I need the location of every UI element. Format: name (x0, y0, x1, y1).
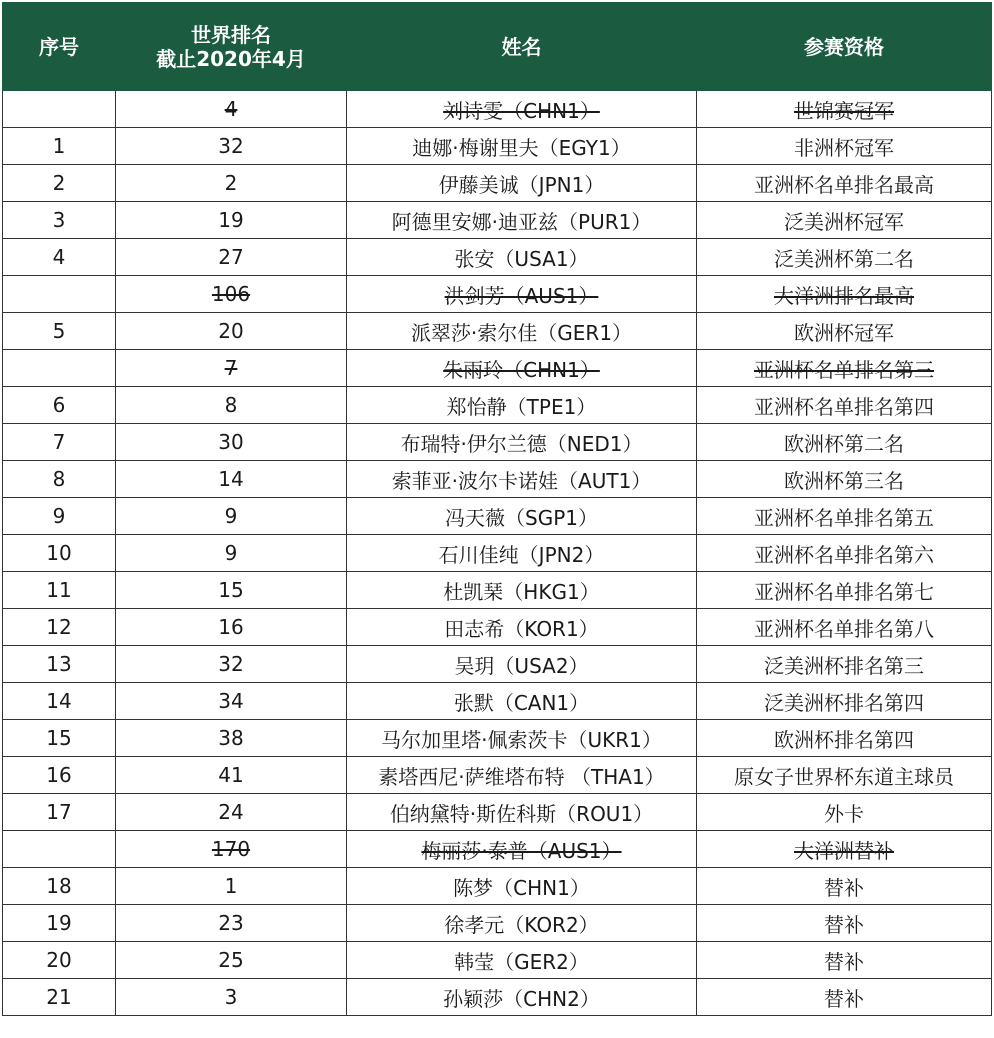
cell-seq (3, 646, 116, 683)
cell-name (347, 461, 697, 498)
cell-qual (697, 609, 992, 646)
cell-seq-text: 10 (46, 541, 72, 565)
cell-rank (116, 794, 347, 831)
cell-rank (116, 350, 347, 387)
table-row (3, 868, 992, 905)
cell-seq (3, 535, 116, 572)
cell-name (347, 757, 697, 794)
cell-name-text: 刘诗雯（CHN1） (443, 98, 600, 123)
cell-qual (697, 498, 992, 535)
cell-seq-text: 17 (46, 800, 72, 824)
cell-rank (116, 535, 347, 572)
cell-seq (3, 720, 116, 757)
cell-name (347, 868, 697, 905)
cell-name-text: 迪娜·梅谢里夫（EGY1） (412, 135, 631, 160)
header-qualification: 参赛资格 (697, 3, 992, 91)
cell-qual-text: 泛美洲杯冠军 (784, 209, 904, 234)
cell-qual (697, 794, 992, 831)
table-row (3, 757, 992, 794)
cell-qual (697, 313, 992, 350)
cell-name (347, 609, 697, 646)
cell-rank (116, 424, 347, 461)
cell-rank (116, 609, 347, 646)
cell-name (347, 905, 697, 942)
cell-qual-text: 亚洲杯名单排名第五 (754, 505, 934, 530)
cell-name-text: 孙颖莎（CHN2） (443, 986, 600, 1011)
cell-rank-text: 7 (224, 356, 238, 380)
table-row (3, 350, 992, 387)
cell-qual-text: 世锦赛冠军 (794, 98, 894, 123)
cell-seq (3, 905, 116, 942)
cell-seq (3, 313, 116, 350)
cell-qual (697, 165, 992, 202)
cell-qual (697, 942, 992, 979)
cell-rank-text: 14 (218, 467, 244, 491)
cell-qual-text: 替补 (824, 912, 864, 937)
cell-qual-text: 替补 (824, 875, 864, 900)
cell-seq (3, 831, 116, 868)
cell-seq-text: 15 (46, 726, 72, 750)
cell-name-text: 朱雨玲（CHN1） (443, 357, 600, 382)
table-row (3, 276, 992, 313)
cell-qual-text: 泛美洲杯排名第三 (764, 653, 924, 678)
cell-rank (116, 942, 347, 979)
cell-rank (116, 165, 347, 202)
cell-name (347, 202, 697, 239)
cell-rank-text: 19 (218, 208, 244, 232)
cell-seq-text: 16 (46, 763, 72, 787)
header-name: 姓名 (347, 3, 697, 91)
cell-qual-text: 亚洲杯名单排名第六 (754, 542, 934, 567)
cell-qual (697, 831, 992, 868)
cell-seq-text: 19 (46, 911, 72, 935)
cell-rank (116, 868, 347, 905)
cell-name-text: 梅丽莎·泰普（AUS1） (421, 838, 622, 863)
cell-name-text: 郑怡静（TPE1） (446, 394, 597, 419)
cell-name-text: 杜凯琹（HKG1） (443, 579, 600, 604)
cell-qual (697, 276, 992, 313)
table-row (3, 461, 992, 498)
table-row (3, 165, 992, 202)
cell-name-text: 徐孝元（KOR2） (444, 912, 599, 937)
cell-name-text: 张安（USA1） (454, 246, 589, 271)
cell-qual (697, 128, 992, 165)
cell-rank (116, 387, 347, 424)
cell-qual (697, 91, 992, 128)
cell-rank-text: 32 (218, 652, 244, 676)
cell-seq-text: 21 (46, 985, 72, 1009)
cell-seq-text: 4 (52, 245, 66, 269)
table-row (3, 202, 992, 239)
cell-rank-text: 9 (224, 504, 238, 528)
cell-qual-text: 欧洲杯冠军 (794, 320, 894, 345)
cell-rank-text: 4 (224, 97, 238, 121)
cell-qual-text: 替补 (824, 986, 864, 1011)
cell-qual-text: 大洋洲替补 (794, 838, 894, 863)
cell-rank (116, 461, 347, 498)
cell-name-text: 韩莹（GER2） (454, 949, 589, 974)
cell-rank (116, 831, 347, 868)
cell-rank-text: 38 (218, 726, 244, 750)
cell-seq-text: 13 (46, 652, 72, 676)
cell-name-text: 石川佳纯（JPN2） (438, 542, 605, 567)
cell-qual (697, 387, 992, 424)
table-row (3, 498, 992, 535)
table-row (3, 313, 992, 350)
cell-qual (697, 239, 992, 276)
cell-rank (116, 905, 347, 942)
cell-qual (697, 720, 992, 757)
cell-name (347, 91, 697, 128)
cell-seq-text: 7 (52, 430, 66, 454)
cell-name-text: 田志希（KOR1） (444, 616, 599, 641)
cell-name (347, 942, 697, 979)
cell-qual-text: 欧洲杯第二名 (784, 431, 904, 456)
cell-rank-text: 34 (218, 689, 244, 713)
cell-name-text: 索菲亚·波尔卡诺娃（AUT1） (391, 468, 652, 493)
cell-rank-text: 27 (218, 245, 244, 269)
cell-name (347, 498, 697, 535)
cell-name-text: 洪剑芳（AUS1） (444, 283, 599, 308)
cell-name (347, 572, 697, 609)
cell-rank (116, 979, 347, 1016)
cell-name-text: 布瑞特·伊尔兰德（NED1） (400, 431, 643, 456)
header-rank-line1: 世界排名 (191, 22, 271, 47)
cell-rank (116, 239, 347, 276)
cell-seq (3, 979, 116, 1016)
cell-rank (116, 498, 347, 535)
cell-name-text: 伯纳黛特·斯佐科斯（ROU1） (389, 801, 654, 826)
cell-name-text: 阿德里安娜·迪亚兹（PUR1） (391, 209, 652, 234)
cell-seq (3, 572, 116, 609)
cell-rank-text: 30 (218, 430, 244, 454)
table-row (3, 646, 992, 683)
cell-qual (697, 572, 992, 609)
cell-name (347, 387, 697, 424)
cell-seq (3, 683, 116, 720)
table-row (3, 239, 992, 276)
cell-rank-text: 8 (224, 393, 238, 417)
cell-rank-text: 16 (218, 615, 244, 639)
cell-seq (3, 239, 116, 276)
cell-qual-text: 替补 (824, 949, 864, 974)
cell-qual (697, 979, 992, 1016)
cell-seq-text: 14 (46, 689, 72, 713)
header-rank (116, 3, 347, 91)
table-row (3, 424, 992, 461)
cell-qual (697, 868, 992, 905)
cell-rank-text: 32 (218, 134, 244, 158)
header-seq: 序号 (3, 3, 116, 91)
cell-name-text: 素塔西尼·萨维塔布特 （THA1） (378, 764, 665, 789)
cell-name (347, 794, 697, 831)
cell-name (347, 313, 697, 350)
cell-qual (697, 202, 992, 239)
cell-rank-text: 24 (218, 800, 244, 824)
cell-qual (697, 535, 992, 572)
cell-name (347, 535, 697, 572)
cell-name (347, 350, 697, 387)
cell-seq (3, 350, 116, 387)
cell-name-text: 马尔加里塔·佩索茨卡（UKR1） (381, 727, 662, 752)
cell-seq (3, 868, 116, 905)
cell-qual-text: 欧洲杯排名第四 (774, 727, 914, 752)
cell-seq (3, 461, 116, 498)
cell-seq-text: 6 (52, 393, 66, 417)
cell-qual-text: 泛美洲杯第二名 (774, 246, 914, 271)
table-row (3, 683, 992, 720)
qualification-table (2, 2, 992, 1016)
cell-seq (3, 202, 116, 239)
cell-rank-text: 1 (224, 874, 238, 898)
cell-rank (116, 572, 347, 609)
cell-seq (3, 794, 116, 831)
header-row (3, 3, 992, 91)
cell-rank-text: 9 (224, 541, 238, 565)
cell-seq-text: 2 (52, 171, 66, 195)
cell-seq (3, 128, 116, 165)
cell-qual-text: 亚洲杯名单排名第三 (754, 357, 934, 382)
cell-qual (697, 424, 992, 461)
cell-rank-text: 2 (224, 171, 238, 195)
cell-name (347, 276, 697, 313)
table-row (3, 91, 992, 128)
cell-rank-text: 170 (211, 837, 251, 861)
cell-name (347, 979, 697, 1016)
cell-seq (3, 276, 116, 313)
cell-qual-text: 泛美洲杯排名第四 (764, 690, 924, 715)
cell-seq (3, 387, 116, 424)
cell-rank-text: 20 (218, 319, 244, 343)
cell-qual (697, 683, 992, 720)
cell-rank-text: 25 (218, 948, 244, 972)
cell-qual-text: 亚洲杯名单排名第七 (754, 579, 934, 604)
cell-seq (3, 424, 116, 461)
cell-rank (116, 720, 347, 757)
cell-qual-text: 大洋洲排名最高 (774, 283, 914, 308)
cell-name-text: 张默（CAN1） (453, 690, 590, 715)
cell-qual (697, 905, 992, 942)
cell-name-text: 派翠莎·索尔佳（GER1） (410, 320, 633, 345)
cell-rank-text: 15 (218, 578, 244, 602)
table-container (2, 2, 992, 1016)
table-row (3, 979, 992, 1016)
cell-rank (116, 202, 347, 239)
table-row (3, 572, 992, 609)
cell-seq (3, 609, 116, 646)
table-row (3, 609, 992, 646)
cell-rank (116, 128, 347, 165)
table-row (3, 535, 992, 572)
cell-rank (116, 646, 347, 683)
cell-seq-text: 1 (52, 134, 66, 158)
table-row (3, 387, 992, 424)
cell-qual-text: 原女子世界杯东道主球员 (734, 764, 954, 789)
cell-rank-text: 41 (218, 763, 244, 787)
table-row (3, 720, 992, 757)
table-row (3, 831, 992, 868)
cell-rank (116, 276, 347, 313)
cell-seq-text: 11 (46, 578, 72, 602)
cell-name-text: 吴玥（USA2） (454, 653, 589, 678)
table-row (3, 905, 992, 942)
cell-qual-text: 亚洲杯名单排名第八 (754, 616, 934, 641)
cell-seq (3, 91, 116, 128)
cell-qual-text: 亚洲杯名单排名第四 (754, 394, 934, 419)
table-row (3, 128, 992, 165)
cell-qual (697, 461, 992, 498)
cell-name (347, 646, 697, 683)
cell-name-text: 伊藤美诚（JPN1） (438, 172, 605, 197)
cell-qual-text: 外卡 (824, 801, 864, 826)
cell-qual-text: 欧洲杯第三名 (784, 468, 904, 493)
cell-seq (3, 165, 116, 202)
cell-name (347, 165, 697, 202)
cell-rank (116, 91, 347, 128)
cell-qual-text: 亚洲杯名单排名最高 (754, 172, 934, 197)
cell-rank-text: 23 (218, 911, 244, 935)
cell-rank (116, 313, 347, 350)
table-row (3, 942, 992, 979)
cell-seq (3, 498, 116, 535)
table-row (3, 794, 992, 831)
cell-seq-text: 20 (46, 948, 72, 972)
cell-seq-text: 9 (52, 504, 66, 528)
cell-qual-text: 非洲杯冠军 (794, 135, 894, 160)
cell-seq-text: 18 (46, 874, 72, 898)
cell-name (347, 720, 697, 757)
header-rank-line2: 截止2020年4月 (156, 46, 306, 71)
cell-rank (116, 757, 347, 794)
cell-rank-text: 3 (224, 985, 238, 1009)
cell-name (347, 424, 697, 461)
cell-seq (3, 942, 116, 979)
cell-qual (697, 646, 992, 683)
cell-qual (697, 350, 992, 387)
cell-name-text: 冯天薇（SGP1） (445, 505, 598, 530)
cell-name-text: 陈梦（CHN1） (453, 875, 590, 900)
cell-seq-text: 12 (46, 615, 72, 639)
cell-qual (697, 757, 992, 794)
cell-rank (116, 683, 347, 720)
cell-seq-text: 8 (52, 467, 66, 491)
cell-seq-text: 3 (52, 208, 66, 232)
cell-name (347, 128, 697, 165)
cell-name (347, 683, 697, 720)
cell-rank-text: 106 (211, 282, 251, 306)
cell-seq (3, 757, 116, 794)
cell-name (347, 239, 697, 276)
table-body (3, 91, 992, 1016)
cell-seq-text: 5 (52, 319, 66, 343)
cell-name (347, 831, 697, 868)
